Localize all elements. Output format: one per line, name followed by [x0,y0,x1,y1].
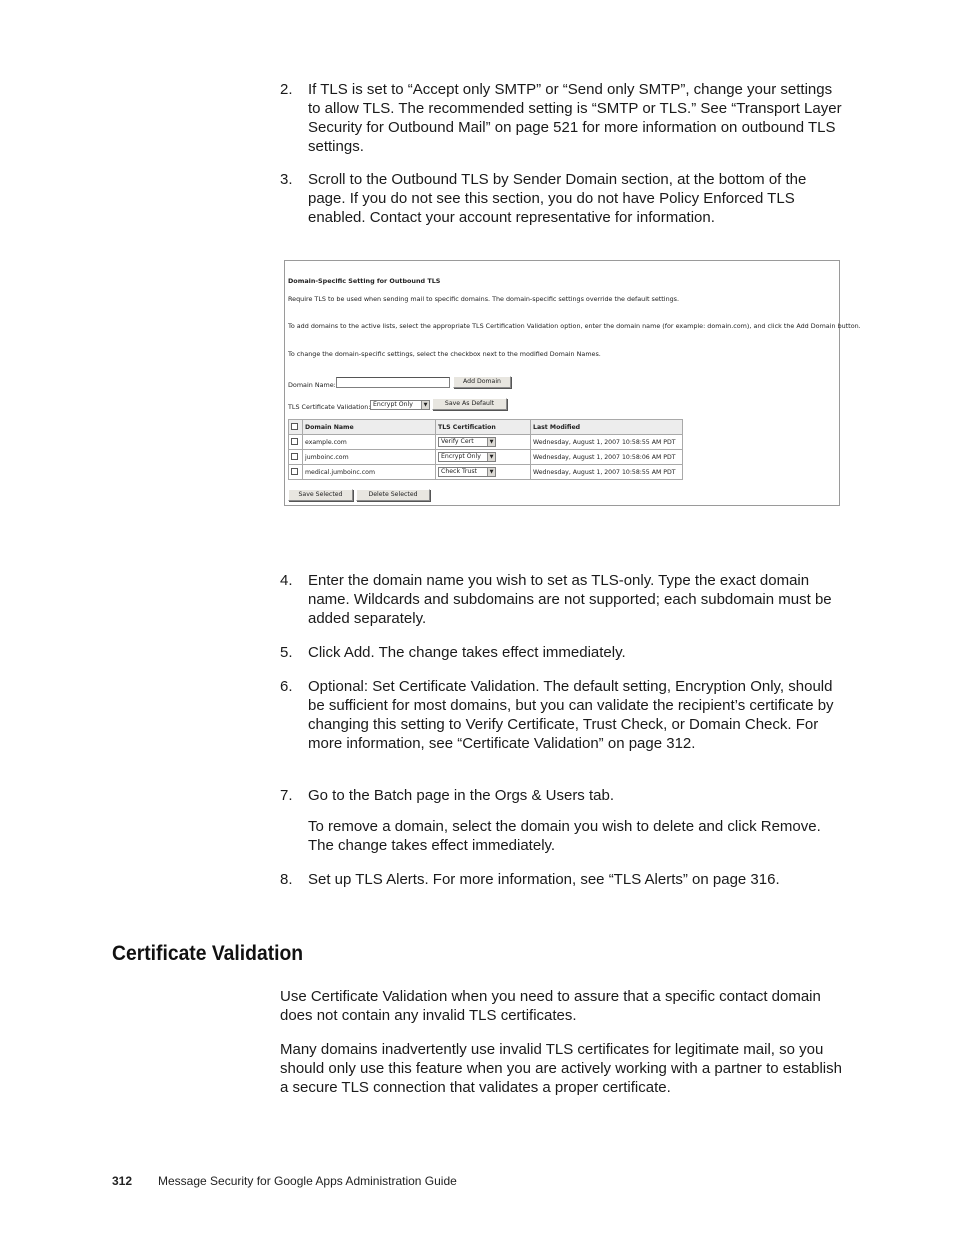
step-number: 6. [280,678,293,695]
tls-validation-value: Encrypt Only [373,401,413,408]
tls-select[interactable] [438,467,496,477]
tls-validation-select[interactable] [370,400,430,410]
step-2 [280,80,842,156]
step-text: If TLS is set to “Accept only SMTP” or “Send only SMTP”, change your settings to allow TLS. The recommended setting is “SMTP or TLS.” See “Transport Layer Security for Outbound Mail” on page 521 for more information on outbound TLS settings. [308,81,842,155]
domain-cell: example.com [303,435,436,450]
step-text: Set up TLS Alerts. For more information, see “TLS Alerts” on page 316. [308,871,780,888]
row-checkbox-cell [289,435,303,450]
step-7 [280,786,842,805]
select-all-cell [289,420,303,435]
column-header-domain: Domain Name [303,420,436,435]
save-as-default-button[interactable]: Save As Default [432,398,507,410]
domains-table [288,419,683,480]
domain-cell: jumboinc.com [303,450,436,465]
screenshot-description-3: To change the domain-specific settings, select the checkbox next to the modified Domain Names. [288,350,601,358]
domain-name-input[interactable] [336,377,450,388]
modified-cell: Wednesday, August 1, 2007 10:58:06 AM PDT [531,450,683,465]
step-4 [280,571,842,628]
step-number: 4. [280,572,293,589]
step-text: Scroll to the Outbound TLS by Sender Domain section, at the bottom of the page. If you do not see this section, you do not have Policy Enforced TLS enabled. Contact your account representative for information. [308,171,807,226]
select-all-checkbox[interactable] [291,423,298,430]
save-selected-button[interactable]: Save Selected [288,489,353,501]
step-7-note: To remove a domain, select the domain you wish to delete and click Remove. The change takes effect immediately. [308,818,821,854]
row-checkbox-cell [289,465,303,480]
column-header-tls: TLS Certification [436,420,531,435]
delete-selected-button[interactable]: Delete Selected [356,489,430,501]
modified-cell: Wednesday, August 1, 2007 10:58:55 AM PDT [531,435,683,450]
domain-cell: medical.jumboinc.com [303,465,436,480]
chevron-down-icon: ▼ [421,401,429,409]
step-number: 7. [280,787,293,804]
step-8 [280,870,842,889]
step-3 [280,170,842,227]
row-checkbox[interactable] [291,438,298,445]
step-5 [280,643,842,662]
add-domain-button[interactable]: Add Domain [453,376,511,388]
tls-select[interactable] [438,437,496,447]
row-checkbox-cell [289,450,303,465]
step-6 [280,677,842,753]
tls-select-value: Verify Cert [441,438,474,445]
section-paragraph-1: Use Certificate Validation when you need to assure that a specific contact domain does not contain any invalid TLS certificates. [280,988,821,1024]
tls-settings-screenshot [284,260,861,506]
tls-cell [436,450,531,465]
chevron-down-icon: ▼ [487,438,495,446]
step-number: 2. [280,81,293,98]
tls-select-value: Check Trust [441,468,477,475]
screenshot-description-1: Require TLS to be used when sending mail to specific domains. The domain-specific settings override the default settings. [288,295,680,303]
table-header-row [289,420,683,435]
chevron-down-icon: ▼ [487,468,495,476]
screenshot-title: Domain-Specific Setting for Outbound TLS [288,277,441,285]
row-checkbox[interactable] [291,453,298,460]
step-text: Enter the domain name you wish to set as TLS-only. Type the exact domain name. Wildcards and subdomains are not supported; each subdomain must be added separately. [308,572,832,627]
chevron-down-icon: ▼ [487,453,495,461]
section-paragraph-2: Many domains inadvertently use invalid TLS certificates for legitimate mail, so you should only use this feature when you are actively working with a partner to establish a secure TLS connection that validates a proper certificate. [280,1041,842,1096]
screenshot-description-2: To add domains to the active lists, select the appropriate TLS Certification Validation option, enter the domain name (for example: domain.com), and click the Add Domain button. [288,322,861,330]
step-number: 3. [280,171,293,188]
tls-validation-label: TLS Certificate Validation: [288,403,371,411]
domain-name-label: Domain Name: [288,381,336,389]
step-number: 5. [280,644,293,661]
section-heading: Certificate Validation [112,942,304,965]
step-text: Click Add. The change takes effect immediately. [308,644,626,661]
page-number: 312 [112,1174,133,1188]
table-row [289,465,683,480]
table-row [289,450,683,465]
tls-cell [436,465,531,480]
column-header-modified: Last Modified [531,420,683,435]
table-row [289,435,683,450]
step-text: Go to the Batch page in the Orgs & Users tab. [308,787,614,804]
tls-select[interactable] [438,452,496,462]
tls-cell [436,435,531,450]
row-checkbox[interactable] [291,468,298,475]
step-number: 8. [280,871,293,888]
modified-cell: Wednesday, August 1, 2007 10:58:55 AM PDT [531,465,683,480]
tls-select-value: Encrypt Only [441,453,481,460]
step-text: Optional: Set Certificate Validation. The default setting, Encryption Only, should be sufficient for most domains, but you can validate the recipient’s certificate by changing this setting to Verify Certificate, Trust Check, or Domain Check. For more information, see “Certificate Validation” on page 312. [308,678,834,752]
guide-title: Message Security for Google Apps Administration Guide [158,1174,457,1188]
